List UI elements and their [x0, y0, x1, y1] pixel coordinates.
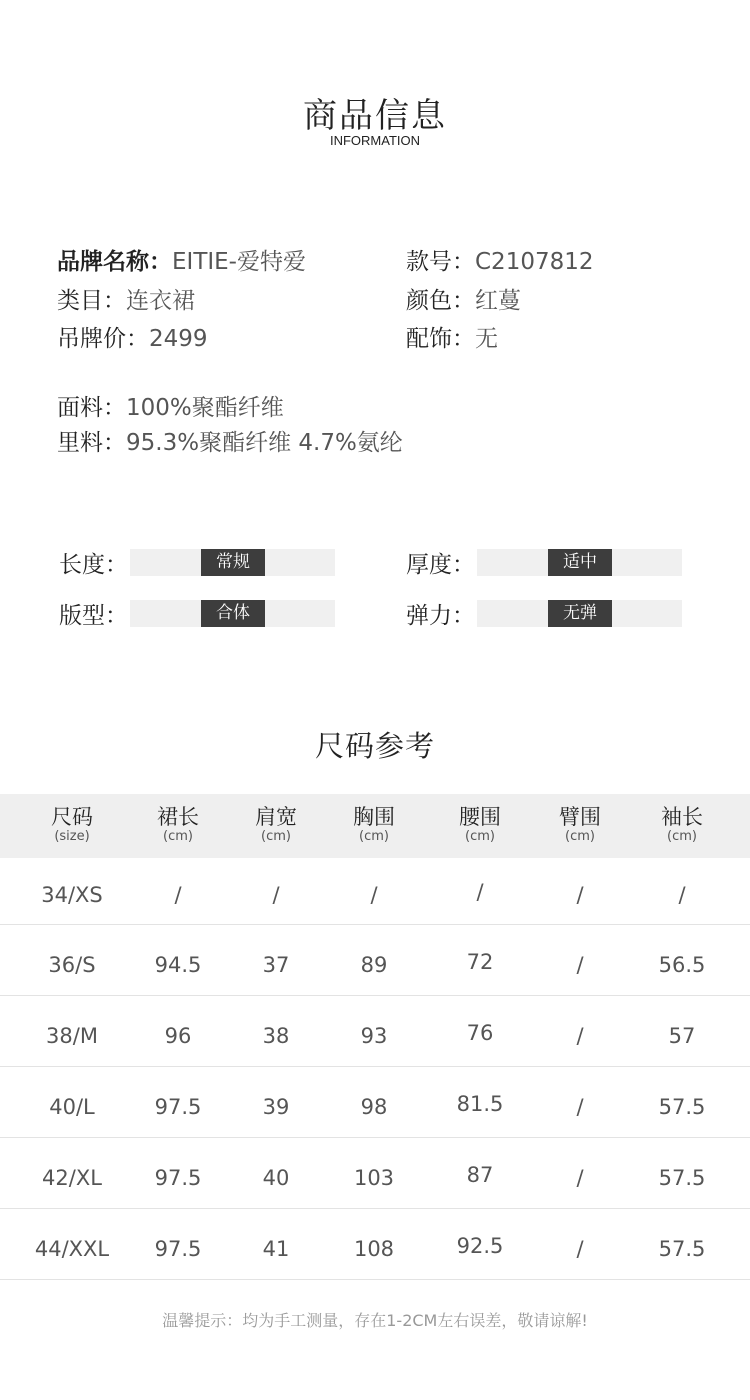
col-header-sleeve: [661, 794, 703, 858]
table-row: [0, 1067, 750, 1138]
table-cell: /: [174, 883, 182, 907]
col-header-waist-unit: (cm): [465, 829, 495, 844]
table-cell: /: [476, 880, 484, 904]
table-cell: 96: [164, 1024, 192, 1048]
info-brand-label: 品牌名称：: [57, 249, 172, 275]
info-accessory-label: 配饰：: [406, 326, 475, 352]
attr-fit-label: 版型：: [59, 603, 128, 629]
col-header-bust: [353, 794, 395, 858]
table-cell: 57.5: [658, 1237, 706, 1261]
attr-thickness-label: 厚度：: [406, 552, 475, 578]
col-header-arm: [559, 794, 601, 858]
col-header-bust-unit: (cm): [359, 829, 389, 844]
table-cell: /: [576, 1237, 584, 1261]
measurement-note: 温馨提示：均为手工测量，存在1-2CM左右误差，敬请谅解!: [162, 1311, 588, 1330]
col-header-shoulder-name: 肩宽: [255, 805, 297, 829]
table-cell: 72: [466, 950, 494, 974]
table-row: [0, 860, 750, 925]
size-table-header: [0, 794, 750, 858]
col-header-size: [51, 794, 93, 858]
table-cell: 103: [353, 1166, 395, 1190]
col-header-arm-unit: (cm): [565, 829, 595, 844]
col-header-dress-length: [157, 794, 199, 858]
table-cell: /: [576, 1024, 584, 1048]
attr-elasticity-bar: [477, 600, 682, 627]
table-cell: 42/XL: [42, 1166, 102, 1190]
info-lining-label: 里料：: [57, 430, 126, 456]
col-header-bust-name: 胸围: [353, 805, 395, 829]
info-category-label: 类目：: [57, 288, 126, 314]
table-cell: /: [576, 953, 584, 977]
attr-elasticity-label: 弹力：: [406, 603, 475, 629]
col-header-size-name: 尺码: [51, 805, 93, 829]
table-cell: /: [370, 883, 378, 907]
attr-length-bar: [130, 549, 335, 576]
attr-fit-bar: [130, 600, 335, 627]
table-cell: 57: [668, 1024, 696, 1048]
info-color: [406, 282, 521, 315]
info-style-no-label: 款号：: [406, 249, 475, 275]
info-style-no-value: C2107812: [475, 249, 594, 275]
attr-length-label: 长度：: [59, 552, 128, 578]
attr-length-chip: 常规: [201, 549, 265, 576]
col-header-dress-length-unit: (cm): [163, 829, 193, 844]
col-header-sleeve-name: 袖长: [661, 805, 703, 829]
col-header-size-unit: (size): [54, 829, 90, 844]
table-cell: /: [576, 883, 584, 907]
col-header-dress-length-name: 裙长: [157, 805, 199, 829]
table-cell: /: [678, 883, 686, 907]
attr-thickness-bar: [477, 549, 682, 576]
info-lining-value: 95.3%聚酯纤维 4.7%氨纶: [126, 430, 403, 456]
table-cell: 34/XS: [41, 883, 103, 907]
col-header-arm-name: 臂围: [559, 805, 601, 829]
table-cell: 89: [360, 953, 388, 977]
table-cell: 57.5: [658, 1095, 706, 1119]
table-cell: 40/L: [49, 1095, 95, 1119]
table-cell: 57.5: [658, 1166, 706, 1190]
section-title-size-chart: 尺码参考: [314, 729, 435, 763]
table-cell: /: [272, 883, 280, 907]
attr-thickness-chip: 适中: [548, 549, 612, 576]
col-header-shoulder-unit: (cm): [261, 829, 291, 844]
table-cell: 38: [262, 1024, 290, 1048]
info-accessory: [406, 320, 498, 353]
info-fabric-value: 100%聚酯纤维: [126, 395, 284, 421]
col-header-sleeve-unit: (cm): [667, 829, 697, 844]
table-cell: 81.5: [456, 1092, 504, 1116]
info-brand: [57, 243, 306, 276]
col-header-waist-name: 腰围: [459, 805, 501, 829]
info-tag-price: [57, 320, 208, 353]
col-header-shoulder: [255, 794, 297, 858]
info-color-label: 颜色：: [406, 288, 475, 314]
table-cell: 41: [262, 1237, 290, 1261]
table-cell: /: [576, 1166, 584, 1190]
info-accessory-value: 无: [475, 326, 498, 352]
info-fabric: [57, 389, 284, 422]
table-cell: 44/XXL: [34, 1237, 110, 1261]
table-cell: 92.5: [456, 1234, 504, 1258]
table-cell: 87: [466, 1163, 494, 1187]
attr-fit-chip: 合体: [201, 600, 265, 627]
attr-elasticity-chip: 无弹: [548, 600, 612, 627]
table-cell: 93: [360, 1024, 388, 1048]
table-cell: 97.5: [154, 1166, 202, 1190]
section-subtitle-information: INFORMATION: [329, 133, 421, 148]
table-cell: 108: [353, 1237, 395, 1261]
table-cell: /: [576, 1095, 584, 1119]
table-cell: 37: [262, 953, 290, 977]
info-category-value: 连衣裙: [126, 288, 195, 314]
info-color-value: 红蔓: [475, 288, 521, 314]
info-category: [57, 282, 195, 315]
table-cell: 36/S: [48, 953, 96, 977]
col-header-waist: [459, 794, 501, 858]
section-title-information: 商品信息: [303, 96, 447, 136]
info-style-no: [406, 243, 594, 276]
table-cell: 94.5: [154, 953, 202, 977]
info-lining: [57, 424, 403, 457]
table-cell: 97.5: [154, 1237, 202, 1261]
table-cell: 38/M: [46, 1024, 98, 1048]
table-cell: 98: [360, 1095, 388, 1119]
info-brand-value: EITIE-爱特爱: [172, 249, 306, 275]
table-cell: 40: [262, 1166, 290, 1190]
info-tag-price-value: 2499: [149, 326, 208, 352]
info-tag-price-label: 吊牌价：: [57, 326, 149, 352]
table-row: [0, 1209, 750, 1280]
table-row: [0, 996, 750, 1067]
table-row: [0, 1138, 750, 1209]
table-cell: 97.5: [154, 1095, 202, 1119]
table-cell: 39: [262, 1095, 290, 1119]
table-cell: 56.5: [658, 953, 706, 977]
table-row: [0, 925, 750, 996]
info-fabric-label: 面料：: [57, 395, 126, 421]
table-cell: 76: [466, 1021, 494, 1045]
